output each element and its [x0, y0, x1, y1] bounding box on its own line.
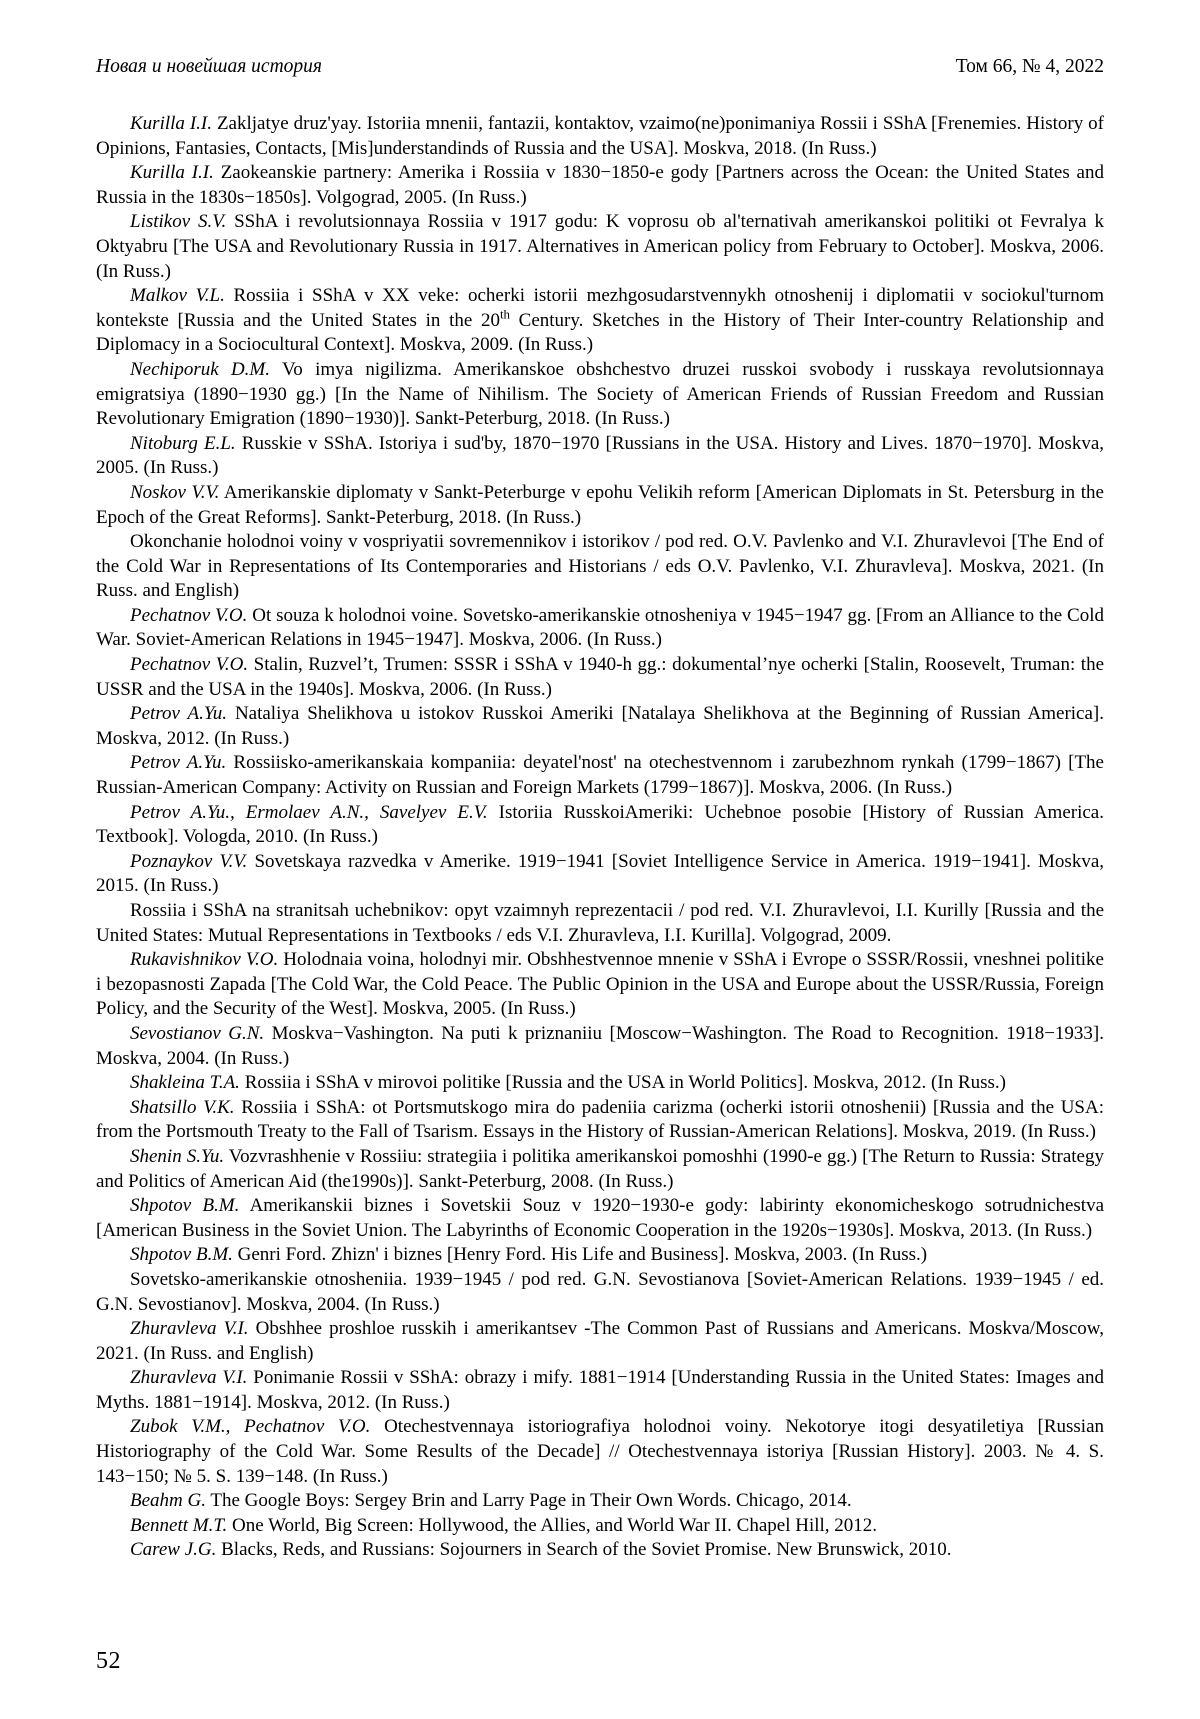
entry-author: Bennett M.T.	[130, 1514, 228, 1536]
entry-text: Obshhee proshloe russkih i amerikantsev -The Common Past of Russians and Americans. Moskva/Moscow, 2021. (In Russ. and English)	[96, 1318, 1104, 1364]
entry-author: Nitoburg E.L.	[130, 432, 236, 454]
bibliography-entry	[96, 948, 1104, 1022]
entry-author: Beahm G.	[130, 1490, 206, 1512]
entry-author: Sevostianov G.N.	[130, 1022, 265, 1044]
bibliography-entry	[96, 1514, 1104, 1539]
entry-text: Amerikanskii biznes i Sovetskii Souz v 1920−1930-e gody: labirinty ekonomicheskogo sotrudnichestva [American Business in the Soviet Union. The Labyrinths of Economic Cooperation in the 1920s−1930s]. Moskva, 2013. (In Russ.)	[96, 1195, 1104, 1241]
entry-text: Rossiia i SShA v XX veke: ocherki istorii mezhgosudarstvennykh otnoshenij i diplomatii v sociokul'turnom kontekste [Russia and the United States in the 20	[96, 285, 1104, 331]
bibliography-entry	[96, 1243, 1104, 1268]
entry-text: The Google Boys: Sergey Brin and Larry Page in Their Own Words. Chicago, 2014.	[205, 1490, 852, 1512]
entry-author: Petrov A.Yu.	[130, 703, 227, 725]
entry-text: Amerikanskie diplomaty v Sankt-Peterburge v epohu Velikih reform [American Diplomats in St. Petersburg in the Epoch of the Great Reforms]. Sankt-Peterburg, 2018. (In Russ.)	[96, 481, 1104, 528]
entry-author: Kurilla I.I.	[130, 162, 214, 184]
entry-author: Shakleina T.A.	[130, 1072, 240, 1094]
entry-text: Otechestvennaya istoriografiya holodnoi voiny. Nekotorye itogi desyatiletiya [Russian Historiography of the Cold War. Some Results of the Decade] // Otechestvennaya istoriya [Russian History]. 2003. № 4. S. 143−150; № 5. S. 139−148. (In Russ.)	[96, 1416, 1105, 1487]
page-number: 52	[96, 1648, 121, 1674]
bibliography-entry	[96, 358, 1104, 432]
entry-text: Sovetsko-amerikanskie otnosheniia. 1939−1945 / pod red. G.N. Sevostianova [Soviet-American Relations. 1939−1945 / ed. G.N. Sevostianov]. Moskva, 2004. (In Russ.)	[96, 1268, 1104, 1315]
entry-author: Listikov S.V.	[130, 211, 227, 233]
bibliography-entry	[96, 604, 1104, 653]
bibliography-entry	[96, 751, 1104, 800]
entry-text: Sovetskaya razvedka v Amerike. 1919−1941 [Soviet Intelligence Service in America. 1919−1941]. Moskva, 2015. (In Russ.)	[96, 850, 1104, 897]
bibliography-entry	[96, 1096, 1104, 1145]
entry-author: Malkov V.L.	[130, 285, 225, 307]
entry-text: Nataliya Shelikhova u istokov Russkoi Ameriki [Natalaya Shelikhova at the Beginning of Russian America]. Moskva, 2012. (In Russ.)	[96, 703, 1104, 749]
bibliography-entry	[96, 1194, 1104, 1243]
bibliography-entry	[96, 1489, 1104, 1514]
bibliography-entry	[96, 1415, 1104, 1489]
bibliography-entry	[96, 530, 1104, 604]
bibliography-entry	[96, 432, 1104, 481]
bibliography-entry	[96, 801, 1104, 850]
running-head	[96, 56, 1104, 78]
entry-author: Pechatnov V.O.	[130, 604, 248, 626]
entry-text: Russkie v SShA. Istoriya i sud'by, 1870−1970 [Russians in the USA. History and Lives. 1870−1970]. Moskva, 2005. (In Russ.)	[96, 432, 1105, 479]
entry-text-continued: Century. Sketches in the History of Their Inter-country Relationship and Diplomacy in a Sociocultural Context]. Moskva, 2009. (In Russ.)	[96, 309, 1104, 356]
bibliography-entry	[96, 284, 1104, 358]
entry-text: Vozvrashhenie v Rossiiu: strategiia i politika amerikanskoi pomoshhi (1990-e gg.) [The Return to Russia: Strategy and Politics of American Aid (the1990s)]. Sankt-Peterburg, 2008. (In Russ.)	[96, 1145, 1104, 1192]
entry-text: One World, Big Screen: Hollywood, the Allies, and World War II. Chapel Hill, 2012.	[227, 1514, 878, 1536]
bibliography-entry	[96, 481, 1104, 530]
bibliography-entry	[96, 1022, 1104, 1071]
entry-text: Okonchanie holodnoi voiny v vospriyatii sovremennikov i istorikov / pod red. O.V. Pavlenko and V.I. Zhuravlevoi [The End of the Cold War in Representations of Its Contemporaries and Historians / eds O.V. Pavlenko, V.I. Zhuravleva]. Moskva, 2021. (In Russ. and English)	[96, 531, 1104, 602]
journal-title: Новая и новейшая история	[96, 56, 322, 77]
entry-text: Vo imya nigilizma. Amerikanskoe obshchestvo druzei russkoi svobody i russkaya revolutsionnaya emigratsiya (1890−1930 gg.) [In the Name of Nihilism. The Society of American Friends of Russian Freedom and Russian Revolutionary Emigration (1890−1930)]. Sankt-Peterburg, 2018. (In Russ.)	[96, 358, 1104, 430]
bibliography-entry	[96, 112, 1104, 161]
entry-author: Kurilla I.I.	[130, 113, 212, 134]
bibliography-entry	[96, 210, 1104, 284]
entry-author: Noskov V.V.	[130, 481, 220, 503]
bibliography-entry	[96, 899, 1104, 948]
entry-text: Ot souza k holodnoi voine. Sovetsko-amerikanskie otnosheniya v 1945−1947 gg. [From an Alliance to the Cold War. Soviet-American Relations in 1945−1947]. Moskva, 2006. (In Russ.)	[96, 604, 1105, 651]
bibliography-entry	[96, 1145, 1104, 1194]
entry-text: Stalin, Ruzvel’t, Trumen: SSSR i SShA v 1940-h gg.: dokumental’nye ocherki [Stalin, Roosevelt, Truman: the USSR and the USA in the 1940s]. Moskva, 2006. (In Russ.)	[96, 654, 1105, 700]
entry-text: Holodnaia voina, holodnyi mir. Obshhestvennoe mnenie v SShA i Evrope o SSSR/Rossii, vneshnei politike i bezopasnosti Zapada [The Cold War, the Cold Peace. The Public Opinion in the USA and Europe about the USSR/Russia, Foreign Policy, and the Security of the West]. Moskva, 2005. (In Russ.)	[96, 949, 1104, 1020]
entry-author: Shatsillo V.K.	[130, 1096, 235, 1118]
bibliography-entry	[96, 1366, 1104, 1415]
bibliography-entry	[96, 161, 1104, 210]
entry-text: Zakljatye druz'yay. Istoriia mnenii, fantazii, kontaktov, vzaimo(ne)ponimaniya Rossii i SShA [Frenemies. History of Opinions, Fantasies, Contacts, [Mis]understandinds of Russia and the USA]. Moskva, 2018. (In Russ.)	[96, 113, 1104, 159]
entry-author: Zhuravleva V.I.	[130, 1367, 248, 1389]
bibliography-entry	[96, 653, 1104, 702]
entry-author: Nechiporuk D.M.	[130, 358, 271, 380]
entry-text: Ponimanie Rossii v SShA: obrazy i mify. 1881−1914 [Understanding Russia in the United States: Images and Myths. 1881−1914]. Moskva, 2012. (In Russ.)	[96, 1367, 1104, 1413]
entry-text: Moskva−Vashington. Na puti k priznaniiu [Moscow−Washington. The Road to Recognition. 1918−1933]. Moskva, 2004. (In Russ.)	[96, 1022, 1104, 1069]
bibliography-entry	[96, 1268, 1104, 1317]
entry-text: Rossiia i SShA: ot Portsmutskogo mira do padeniia carizma (ocherki istorii otnoshenii) [Russia and the USA: from the Portsmouth Treaty to the Fall of Tsarism. Essays in the History of Russian-American Relations]. Moskva, 2019. (In Russ.)	[96, 1096, 1105, 1143]
entry-text: Blacks, Reds, and Russians: Sojourners in Search of the Soviet Promise. New Brunswick, 2010.	[216, 1539, 952, 1561]
entry-author: Shpotov B.M.	[130, 1244, 233, 1266]
entry-author: Zhuravleva V.I.	[130, 1318, 249, 1340]
entry-text: SShA i revolutsionnaya Rossiia v 1917 godu: K voprosu ob al'ternativah amerikanskoi politiki ot Fevralya k Oktyabru [The USA and Revolutionary Russia in 1917. Alternatives in American policy from February to October]. Moskva, 2006. (In Russ.)	[96, 211, 1104, 282]
bibliography-entry	[96, 702, 1104, 751]
entry-text: Rossiia i SShA v mirovoi politike [Russia and the USA in World Politics]. Moskva, 2012. (In Russ.)	[239, 1072, 1006, 1094]
bibliography-entry	[96, 1538, 1104, 1563]
entry-text: Zaokeanskie partnery: Amerika i Rossiia v 1830−1850-e gody [Partners across the Ocean: the United States and Russia in the 1830s−1850s]. Volgograd, 2005. (In Russ.)	[96, 162, 1104, 208]
bibliography-entry	[96, 850, 1104, 899]
entry-text: Rossiisko-amerikanskaia kompaniia: deyatel'nost' na otechestvennom i zarubezhnom rynkah (1799−1867) [The Russian-American Company: Activity on Russian and Foreign Markets (1799−1867)]. Moskva, 2006. (In Russ.)	[96, 752, 1104, 799]
bibliography-list	[96, 112, 1104, 1563]
entry-author: Pechatnov V.O.	[130, 654, 249, 676]
entry-superscript: th	[499, 306, 510, 322]
bibliography-entry	[96, 1317, 1104, 1366]
entry-author: Shpotov B.M.	[130, 1195, 240, 1217]
entry-author: Rukavishnikov V.O.	[130, 949, 279, 971]
entry-author: Carew J.G.	[130, 1539, 217, 1561]
issue-info: Том 66, № 4, 2022	[955, 56, 1104, 77]
entry-text: Genri Ford. Zhizn' i biznes [Henry Ford. His Life and Business]. Moskva, 2003. (In Russ.)	[232, 1244, 928, 1266]
entry-author: Poznaykov V.V.	[130, 850, 248, 872]
entry-text: Istoriia RusskoiAmeriki: Uchebnoe posobie [History of Russian America. Textbook]. Vologda, 2010. (In Russ.)	[96, 801, 1104, 848]
entry-author: Petrov A.Yu.	[130, 752, 227, 774]
entry-author: Petrov A.Yu., Ermolaev A.N., Savelyev E.V.	[130, 801, 488, 823]
entry-author: Zubok V.M., Pechatnov V.O.	[130, 1416, 371, 1438]
entry-author: Shenin S.Yu.	[130, 1145, 225, 1167]
entry-text: Rossiia i SShA na stranitsah uchebnikov: opyt vzaimnyh reprezentacii / pod red. V.I. Zhuravlevoi, I.I. Kurilly [Russia and the United States: Mutual Representations in Textbooks / eds V.I. Zhuravleva, I.I. Kurilla]. Volgograd, 2009.	[96, 900, 1104, 946]
bibliography-entry	[96, 1071, 1104, 1096]
